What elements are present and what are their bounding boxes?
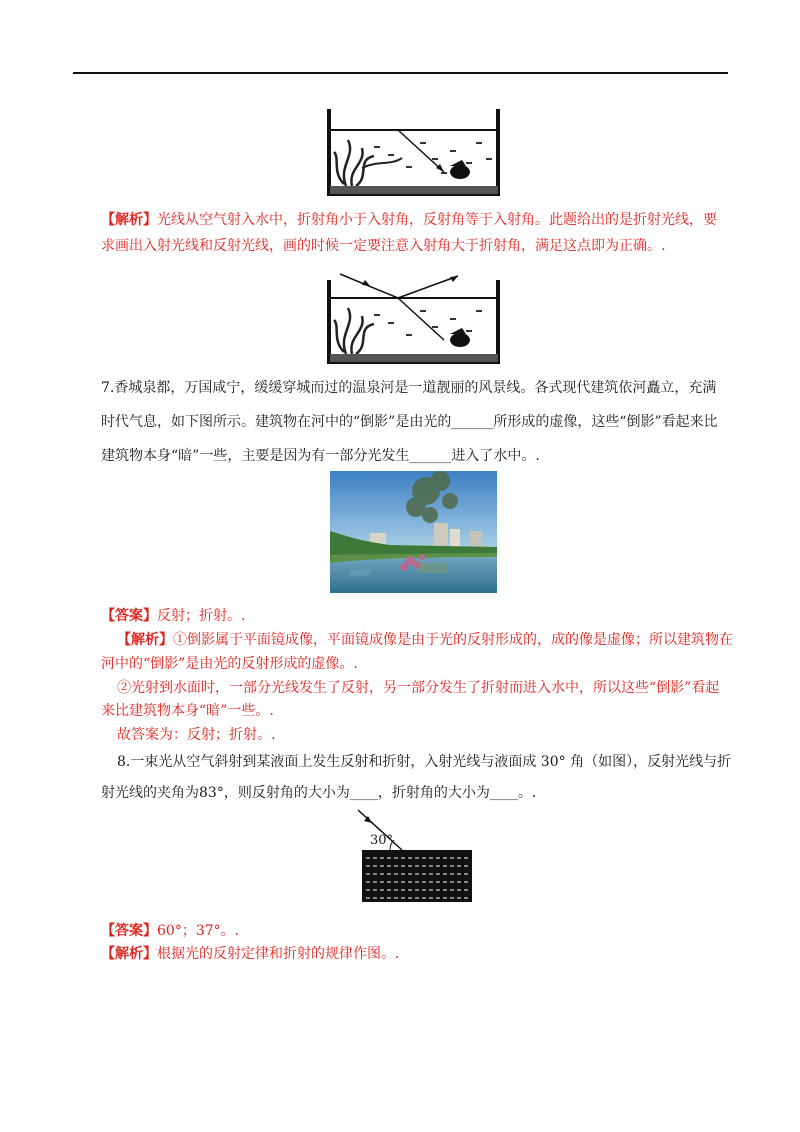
analysis-7-line-1 [117, 630, 733, 650]
answer-7-text: 反射；折射。. [157, 608, 246, 624]
answer-tag: 【答案】 [101, 608, 157, 624]
liquid-surface-figure [356, 808, 476, 904]
answer-7-line [101, 606, 245, 626]
analysis-7-line-3: ②光射到水面时，一部分光线发生了反射，另一部分发生了折射而进入水中，所以这些“倒影”看起 [117, 680, 720, 696]
answer-tag: 【答案】 [101, 923, 157, 939]
header-rule [73, 72, 728, 74]
question-7-line-1: 7.香城泉都，万国咸宁，缓缓穿城而过的温泉河是一道靓丽的风景线。各式现代建筑依河矗立，充满 [101, 380, 717, 396]
analysis-7-line-5: 故答案为：反射；折射。. [117, 727, 276, 743]
analysis-tag: 【解析】 [117, 632, 173, 648]
question-7-line-2: 时代气息，如下图所示。建筑物在河中的“倒影”是由光的______所形成的虚像，这些“倒影”看起来比 [101, 414, 718, 430]
analysis-7-line-4: 来比建筑物本身“暗”一些。. [101, 703, 274, 719]
question-8-line-1: 8.一束光从空气斜射到某液面上发生反射和折射，入射光线与液面成 30° 角（如图），反射光线与折 [117, 754, 732, 770]
river-reflection-photo [330, 471, 497, 593]
angle-label: 30° [370, 833, 394, 848]
analysis-7-line-2: 河中的“倒影”是由光的反射形成的虚像。. [101, 656, 358, 672]
solution-6-line-2: 求画出入射光线和反射光线，画的时候一定要注意入射角大于折射角，满足这点即为正确。. [101, 238, 666, 254]
analysis-8-text: 根据光的反射定律和折射的规律作图。. [157, 946, 400, 962]
liquid-surface-svg [356, 808, 476, 904]
tank-figure-refraction [326, 106, 502, 198]
analysis-tag: 【解析】 [101, 946, 157, 962]
question-8-line-2: 射光线的夹角为83°，则反射角的大小为____，折射角的大小为____。. [101, 785, 537, 801]
analysis-7-text-1: ①倒影属于平面镜成像，平面镜成像是由于光的反射形成的，成的像是虚像；所以建筑物在 [173, 632, 733, 648]
solution-6-text-1: 光线从空气射入水中，折射角小于入射角，反射角等于入射角。此题给出的是折射光线，要 [157, 212, 717, 228]
analysis-tag: 【解析】 [101, 212, 157, 228]
answer-8-text: 60°；37°。. [157, 923, 240, 939]
tank-figure-solution [326, 272, 502, 366]
answer-8-line [101, 921, 239, 941]
analysis-8-line [101, 944, 399, 964]
solution-6-line-1 [101, 210, 717, 230]
question-7-line-3: 建筑物本身“暗”一些，主要是因为有一部分光发生______进入了水中。. [101, 448, 540, 464]
